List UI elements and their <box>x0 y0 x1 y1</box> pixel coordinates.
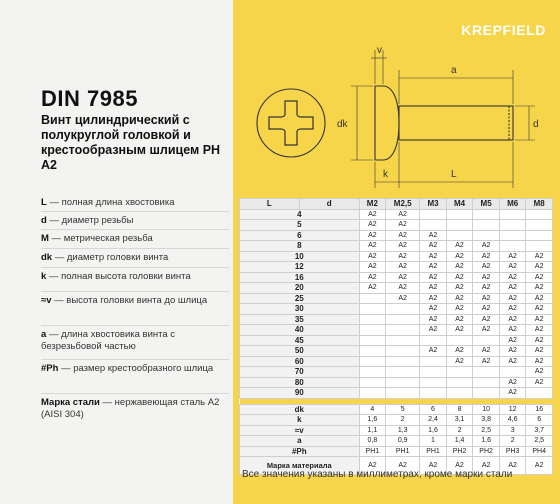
availability-cell <box>446 335 473 346</box>
definition-dash: — <box>52 252 67 263</box>
availability-cell: A2 <box>446 293 473 304</box>
definition-item <box>41 233 229 245</box>
material-label: Марка материала <box>240 457 360 475</box>
availability-cell: A2 <box>526 335 553 346</box>
dimension-value: 0,9 <box>386 436 420 447</box>
availability-cell <box>359 356 386 367</box>
availability-cell: A2 <box>499 356 526 367</box>
table-row <box>240 220 553 231</box>
definition-text: высота головки винта до шлица <box>66 295 208 306</box>
availability-cell: A2 <box>386 230 420 241</box>
availability-cell <box>386 335 420 346</box>
dimension-value: 2,5 <box>473 425 500 436</box>
material-value: A2 <box>386 457 420 475</box>
definition-item <box>41 329 229 353</box>
availability-cell: A2 <box>446 314 473 325</box>
availability-cell: A2 <box>526 314 553 325</box>
length-cell: 45 <box>240 335 360 346</box>
availability-cell: A2 <box>473 304 500 315</box>
definition-item <box>41 363 229 375</box>
availability-cell: A2 <box>359 230 386 241</box>
availability-cell: A2 <box>499 262 526 273</box>
availability-cell <box>386 314 420 325</box>
label-v: v <box>377 45 382 56</box>
length-cell: 12 <box>240 262 360 273</box>
definition-dash: — <box>46 329 62 340</box>
definition-dash: — <box>99 397 115 408</box>
dimension-value: 3 <box>499 425 526 436</box>
material-value: A2 <box>420 457 447 475</box>
availability-cell <box>386 346 420 357</box>
availability-cell: A2 <box>420 230 447 241</box>
dimension-value: PH2 <box>446 446 473 457</box>
definition-term: Марка стали <box>41 397 100 408</box>
definition-term: M <box>41 233 49 244</box>
brand-logo: KREPFIELD <box>461 22 546 38</box>
table-row <box>240 346 553 357</box>
availability-cell: A2 <box>386 262 420 273</box>
availability-cell <box>473 209 500 220</box>
definition-term: dk <box>41 252 53 263</box>
availability-cell: A2 <box>420 314 447 325</box>
dimension-value: 1,6 <box>473 436 500 447</box>
footnote: Все значения указаны в миллиметрах, кроме марки стали <box>242 469 513 480</box>
availability-cell <box>359 367 386 378</box>
availability-cell <box>386 388 420 399</box>
definition-term: ≈v <box>41 295 52 306</box>
length-cell: 5 <box>240 220 360 231</box>
availability-cell: A2 <box>526 367 553 378</box>
availability-cell: A2 <box>359 251 386 262</box>
length-cell: 16 <box>240 272 360 283</box>
dimension-value: 16 <box>526 404 553 415</box>
availability-cell: A2 <box>499 335 526 346</box>
availability-cell: A2 <box>526 251 553 262</box>
length-cell: 20 <box>240 283 360 294</box>
definition-text: полная длина хвостовика <box>61 197 175 208</box>
availability-cell <box>359 388 386 399</box>
table-row <box>240 272 553 283</box>
header-size: M5 <box>473 199 500 210</box>
definition-text: длина хвостовика винта с безрезьбовой частью <box>41 329 176 352</box>
label-k: k <box>383 169 388 180</box>
availability-cell: A2 <box>499 272 526 283</box>
availability-cell <box>473 388 500 399</box>
definition-dash: — <box>46 271 62 282</box>
length-cell: 50 <box>240 346 360 357</box>
availability-cell <box>359 304 386 315</box>
definition-text: диаметр головки винта <box>66 252 169 263</box>
availability-cell: A2 <box>526 262 553 273</box>
availability-cell: A2 <box>386 220 420 231</box>
table-row <box>240 388 553 399</box>
product-subtitle: Винт цилиндрический с полукруглой головкой и крестообразным шлицем PH A2 <box>41 113 221 172</box>
dimension-value: 2 <box>386 415 420 426</box>
definition-dash: — <box>58 363 74 374</box>
definition-dash: — <box>46 215 62 226</box>
dimension-value: 1,6 <box>420 425 447 436</box>
availability-cell: A2 <box>526 346 553 357</box>
availability-cell <box>359 314 386 325</box>
availability-cell <box>446 377 473 388</box>
dimension-value: 1,6 <box>359 415 386 426</box>
dimension-value: 12 <box>499 404 526 415</box>
availability-cell <box>386 304 420 315</box>
availability-cell: A2 <box>446 346 473 357</box>
dimension-value: 10 <box>473 404 500 415</box>
label-d: d <box>533 119 539 130</box>
dimension-value: 2 <box>446 425 473 436</box>
availability-cell: A2 <box>386 241 420 252</box>
table-row <box>240 241 553 252</box>
availability-cell <box>420 356 447 367</box>
availability-cell: A2 <box>420 262 447 273</box>
availability-cell <box>386 325 420 336</box>
definition-term: k <box>41 271 47 282</box>
availability-cell: A2 <box>359 220 386 231</box>
material-value: A2 <box>473 457 500 475</box>
availability-cell: A2 <box>420 325 447 336</box>
availability-cell: A2 <box>473 325 500 336</box>
label-L: L <box>451 169 457 180</box>
length-cell: 60 <box>240 356 360 367</box>
dimension-value: PH1 <box>359 446 386 457</box>
availability-cell <box>359 325 386 336</box>
availability-cell: A2 <box>499 325 526 336</box>
availability-cell: A2 <box>526 304 553 315</box>
availability-cell <box>386 377 420 388</box>
availability-cell <box>526 209 553 220</box>
length-cell: 25 <box>240 293 360 304</box>
availability-cell: A2 <box>386 209 420 220</box>
definition-item <box>41 197 229 209</box>
dimension-row <box>240 404 553 415</box>
dimension-value: 5 <box>386 404 420 415</box>
availability-cell <box>446 220 473 231</box>
definition-item <box>41 252 229 264</box>
definition-item <box>41 215 229 227</box>
availability-cell <box>446 388 473 399</box>
table-row <box>240 356 553 367</box>
definition-divider <box>41 267 229 268</box>
definition-term: a <box>41 329 47 340</box>
dimension-label: #Ph <box>240 446 360 457</box>
material-value: A2 <box>499 457 526 475</box>
availability-cell <box>359 335 386 346</box>
table-row <box>240 251 553 262</box>
dimension-value: 1,4 <box>446 436 473 447</box>
dimension-value: 2 <box>499 436 526 447</box>
dimension-value: 6 <box>420 404 447 415</box>
availability-cell <box>499 367 526 378</box>
table-row <box>240 314 553 325</box>
availability-cell <box>473 377 500 388</box>
availability-cell: A2 <box>473 283 500 294</box>
dimension-row <box>240 446 553 457</box>
availability-cell: A2 <box>420 346 447 357</box>
availability-cell <box>359 346 386 357</box>
availability-cell <box>446 209 473 220</box>
availability-cell: A2 <box>359 283 386 294</box>
availability-cell <box>420 209 447 220</box>
availability-cell <box>473 220 500 231</box>
definition-divider <box>41 211 229 212</box>
availability-cell: A2 <box>359 241 386 252</box>
table-row <box>240 335 553 346</box>
availability-cell: A2 <box>473 293 500 304</box>
dimension-row <box>240 425 553 436</box>
availability-cell <box>499 230 526 241</box>
availability-cell: A2 <box>526 325 553 336</box>
availability-cell: A2 <box>359 209 386 220</box>
dimension-value: PH1 <box>420 446 447 457</box>
screw-side-view <box>375 86 513 160</box>
dimension-value: 2,5 <box>526 436 553 447</box>
length-cell: 90 <box>240 388 360 399</box>
table-header-row <box>240 199 553 210</box>
definition-divider <box>41 393 229 394</box>
availability-cell: A2 <box>499 377 526 388</box>
length-cell: 80 <box>240 377 360 388</box>
definition-term: #Ph <box>41 363 59 374</box>
dimension-label: ≈v <box>240 425 360 436</box>
dimension-value: PH2 <box>473 446 500 457</box>
availability-cell: A2 <box>446 283 473 294</box>
header-size: M4 <box>446 199 473 210</box>
material-value: A2 <box>446 457 473 475</box>
availability-cell: A2 <box>473 314 500 325</box>
availability-cell <box>420 220 447 231</box>
availability-cell <box>473 335 500 346</box>
page-title: DIN 7985 <box>41 86 138 111</box>
header-size: M2 <box>359 199 386 210</box>
definition-item <box>41 397 229 421</box>
availability-cell: A2 <box>526 377 553 388</box>
dimension-value: 3,7 <box>526 425 553 436</box>
availability-cell: A2 <box>473 272 500 283</box>
availability-cell <box>526 241 553 252</box>
availability-cell <box>473 367 500 378</box>
definition-divider <box>41 291 229 292</box>
definition-divider <box>41 359 229 360</box>
availability-cell: A2 <box>499 283 526 294</box>
availability-cell: A2 <box>420 241 447 252</box>
availability-cell: A2 <box>499 293 526 304</box>
availability-cell: A2 <box>473 356 500 367</box>
availability-cell: A2 <box>473 262 500 273</box>
availability-cell <box>526 230 553 241</box>
availability-cell: A2 <box>386 251 420 262</box>
availability-cell <box>526 220 553 231</box>
length-cell: 8 <box>240 241 360 252</box>
availability-cell: A2 <box>499 251 526 262</box>
dimension-value: 1 <box>420 436 447 447</box>
spec-table <box>239 198 553 475</box>
material-value: A2 <box>526 457 553 475</box>
availability-cell <box>386 356 420 367</box>
dimension-value: PH3 <box>499 446 526 457</box>
availability-cell: A2 <box>386 272 420 283</box>
table-row <box>240 367 553 378</box>
availability-cell: A2 <box>446 251 473 262</box>
availability-cell: A2 <box>446 356 473 367</box>
dimension-value: 8 <box>446 404 473 415</box>
dimension-value: 0,8 <box>359 436 386 447</box>
definition-dash: — <box>46 197 62 208</box>
availability-cell <box>446 230 473 241</box>
dimension-row <box>240 436 553 447</box>
definition-text: диаметр резьбы <box>61 215 134 226</box>
availability-cell <box>420 367 447 378</box>
dimension-value: 4 <box>359 404 386 415</box>
length-cell: 6 <box>240 230 360 241</box>
dimension-value: 2,4 <box>420 415 447 426</box>
availability-cell <box>473 230 500 241</box>
length-cell: 30 <box>240 304 360 315</box>
availability-cell: A2 <box>446 241 473 252</box>
availability-cell: A2 <box>386 283 420 294</box>
availability-cell <box>526 388 553 399</box>
table-row <box>240 304 553 315</box>
availability-cell <box>446 367 473 378</box>
length-cell: 70 <box>240 367 360 378</box>
header-size: M3 <box>420 199 447 210</box>
availability-cell <box>420 388 447 399</box>
availability-cell <box>420 335 447 346</box>
availability-cell: A2 <box>499 388 526 399</box>
header-size: M8 <box>526 199 553 210</box>
table-row <box>240 293 553 304</box>
label-dk: dk <box>337 119 348 130</box>
availability-cell: A2 <box>446 262 473 273</box>
dimension-label: k <box>240 415 360 426</box>
definition-text: нержавеющая сталь A2 (AISI 304) <box>41 397 220 420</box>
availability-cell <box>359 377 386 388</box>
availability-cell: A2 <box>499 314 526 325</box>
availability-cell: A2 <box>420 304 447 315</box>
length-cell: 4 <box>240 209 360 220</box>
table-row <box>240 262 553 273</box>
availability-cell: A2 <box>446 304 473 315</box>
table-row <box>240 230 553 241</box>
dimension-value: 1,3 <box>386 425 420 436</box>
definition-dash: — <box>48 233 64 244</box>
screw-head-front-view <box>257 89 325 157</box>
availability-cell <box>420 377 447 388</box>
availability-cell: A2 <box>526 293 553 304</box>
header-size: M2,5 <box>386 199 420 210</box>
definition-item <box>41 271 229 283</box>
dimension-value: 3,8 <box>473 415 500 426</box>
availability-cell: A2 <box>473 251 500 262</box>
table-row <box>240 377 553 388</box>
availability-cell: A2 <box>420 272 447 283</box>
dimension-value: PH4 <box>526 446 553 457</box>
dimension-value: PH1 <box>386 446 420 457</box>
availability-cell: A2 <box>473 241 500 252</box>
availability-cell: A2 <box>420 293 447 304</box>
availability-cell: A2 <box>526 283 553 294</box>
availability-cell: A2 <box>526 356 553 367</box>
availability-cell: A2 <box>473 346 500 357</box>
length-cell: 35 <box>240 314 360 325</box>
dimension-value: 6 <box>526 415 553 426</box>
dimension-lines <box>351 50 535 188</box>
definition-divider <box>41 248 229 249</box>
availability-cell: A2 <box>386 293 420 304</box>
definition-text: полная высота головки винта <box>61 271 191 282</box>
definition-item <box>41 295 229 307</box>
dimension-row <box>240 415 553 426</box>
definition-dash: — <box>51 295 67 306</box>
availability-cell <box>499 241 526 252</box>
label-a: a <box>451 65 457 76</box>
header-size: M6 <box>499 199 526 210</box>
dimension-value: 3,1 <box>446 415 473 426</box>
availability-cell: A2 <box>499 304 526 315</box>
table-row <box>240 209 553 220</box>
screw-drawing <box>233 40 560 196</box>
length-cell: 40 <box>240 325 360 336</box>
availability-cell: A2 <box>420 251 447 262</box>
dimension-value: 4,6 <box>499 415 526 426</box>
dimension-label: dk <box>240 404 360 415</box>
availability-cell: A2 <box>446 272 473 283</box>
definition-text: размер крестообразного шлица <box>73 363 214 374</box>
definition-divider <box>41 325 229 326</box>
availability-cell: A2 <box>359 272 386 283</box>
definition-term: L <box>41 197 47 208</box>
definition-divider <box>41 229 229 230</box>
availability-cell <box>499 209 526 220</box>
table-row <box>240 283 553 294</box>
table-row <box>240 325 553 336</box>
definition-term: d <box>41 215 47 226</box>
dimension-value: 1,1 <box>359 425 386 436</box>
header-d: d <box>299 199 359 210</box>
dimension-label: a <box>240 436 360 447</box>
definition-text: метрическая резьба <box>63 233 153 244</box>
length-cell: 10 <box>240 251 360 262</box>
availability-cell: A2 <box>526 272 553 283</box>
availability-cell: A2 <box>359 262 386 273</box>
availability-cell: A2 <box>420 283 447 294</box>
availability-cell: A2 <box>446 325 473 336</box>
availability-cell <box>499 220 526 231</box>
availability-cell <box>359 293 386 304</box>
material-value: A2 <box>359 457 386 475</box>
header-L: L <box>240 199 300 210</box>
availability-cell <box>386 367 420 378</box>
availability-cell: A2 <box>499 346 526 357</box>
